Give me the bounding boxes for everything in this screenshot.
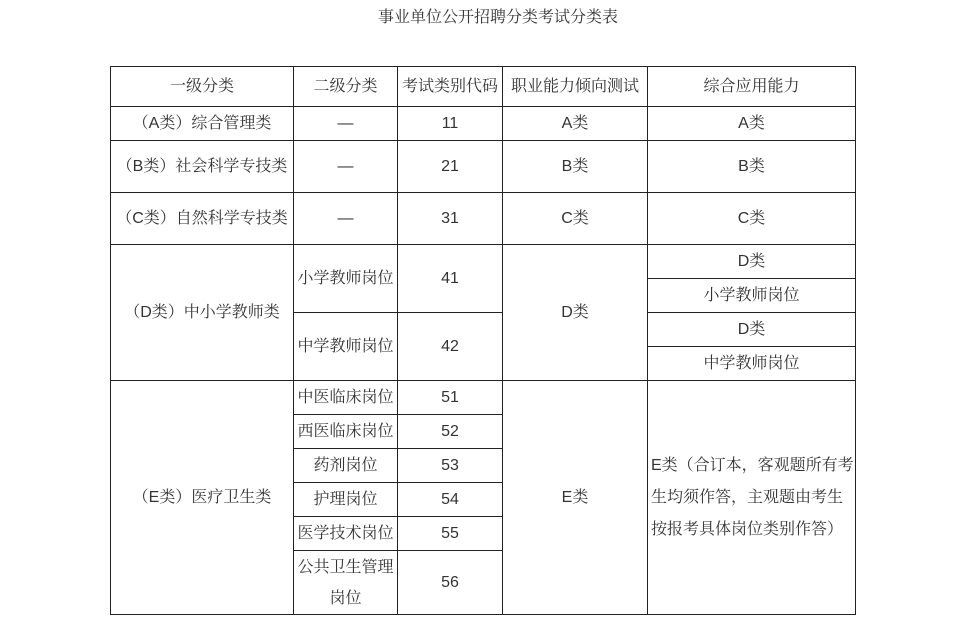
exam-code-cell: 56 [398,551,503,615]
aptitude-test-cell: A类 [503,107,648,141]
comprehensive-ability-type-cell: D类 [648,313,856,347]
comprehensive-ability-type-cell: D类 [648,245,856,279]
exam-code-cell: 42 [398,313,503,381]
exam-code-cell: 53 [398,449,503,483]
header-secondary-category: 二级分类 [294,67,398,107]
table-row [111,107,856,141]
aptitude-test-cell: C类 [503,193,648,245]
aptitude-test-cell: E类 [503,381,648,615]
header-row [111,67,856,107]
exam-code-cell: 54 [398,483,503,517]
exam-code-cell: 31 [398,193,503,245]
exam-code-cell: 52 [398,415,503,449]
secondary-category-label: 公共卫生管理岗位 [297,558,394,607]
aptitude-test-cell: D类 [503,245,648,381]
table-row [111,193,856,245]
secondary-category-cell: — [294,193,398,245]
secondary-category-cell: 医学技术岗位 [294,517,398,551]
secondary-category-cell: 护理岗位 [294,483,398,517]
secondary-category-cell: 小学教师岗位 [294,245,398,313]
aptitude-test-cell: B类 [503,141,648,193]
header-primary-category: 一级分类 [111,67,294,107]
header-aptitude-test: 职业能力倾向测试 [503,67,648,107]
comprehensive-ability-cell [648,381,856,615]
comprehensive-ability-cell: A类 [648,107,856,141]
table-row [111,245,856,279]
page-title: 事业单位公开招聘分类考试分类表 [378,9,619,26]
table-row [111,141,856,193]
exam-code-cell: 41 [398,245,503,313]
secondary-category-cell [294,551,398,615]
secondary-category-cell: 药剂岗位 [294,449,398,483]
exam-classification-table [110,66,856,615]
primary-category-cell: （D类）中小学教师类 [111,245,294,381]
header-exam-code: 考试类别代码 [398,67,503,107]
primary-category-cell: （B类）社会科学专技类 [111,141,294,193]
exam-code-cell: 11 [398,107,503,141]
table-row [111,381,856,415]
comprehensive-ability-post-cell: 小学教师岗位 [648,279,856,313]
primary-category-cell: （A类）综合管理类 [111,107,294,141]
exam-code-cell: 51 [398,381,503,415]
secondary-category-cell: 中学教师岗位 [294,313,398,381]
secondary-category-cell: — [294,107,398,141]
secondary-category-cell: 西医临床岗位 [294,415,398,449]
comprehensive-ability-cell: C类 [648,193,856,245]
header-comprehensive-ability: 综合应用能力 [648,67,856,107]
comprehensive-ability-cell: B类 [648,141,856,193]
primary-category-cell: （C类）自然科学专技类 [111,193,294,245]
secondary-category-cell: — [294,141,398,193]
exam-code-cell: 55 [398,517,503,551]
comprehensive-ability-note: E类（合订本，客观题所有考生均须作答，主观题由考生按报考具体岗位类别作答） [651,456,854,538]
exam-code-cell: 21 [398,141,503,193]
secondary-category-cell: 中医临床岗位 [294,381,398,415]
primary-category-cell: （E类）医疗卫生类 [111,381,294,615]
comprehensive-ability-post-cell: 中学教师岗位 [648,347,856,381]
